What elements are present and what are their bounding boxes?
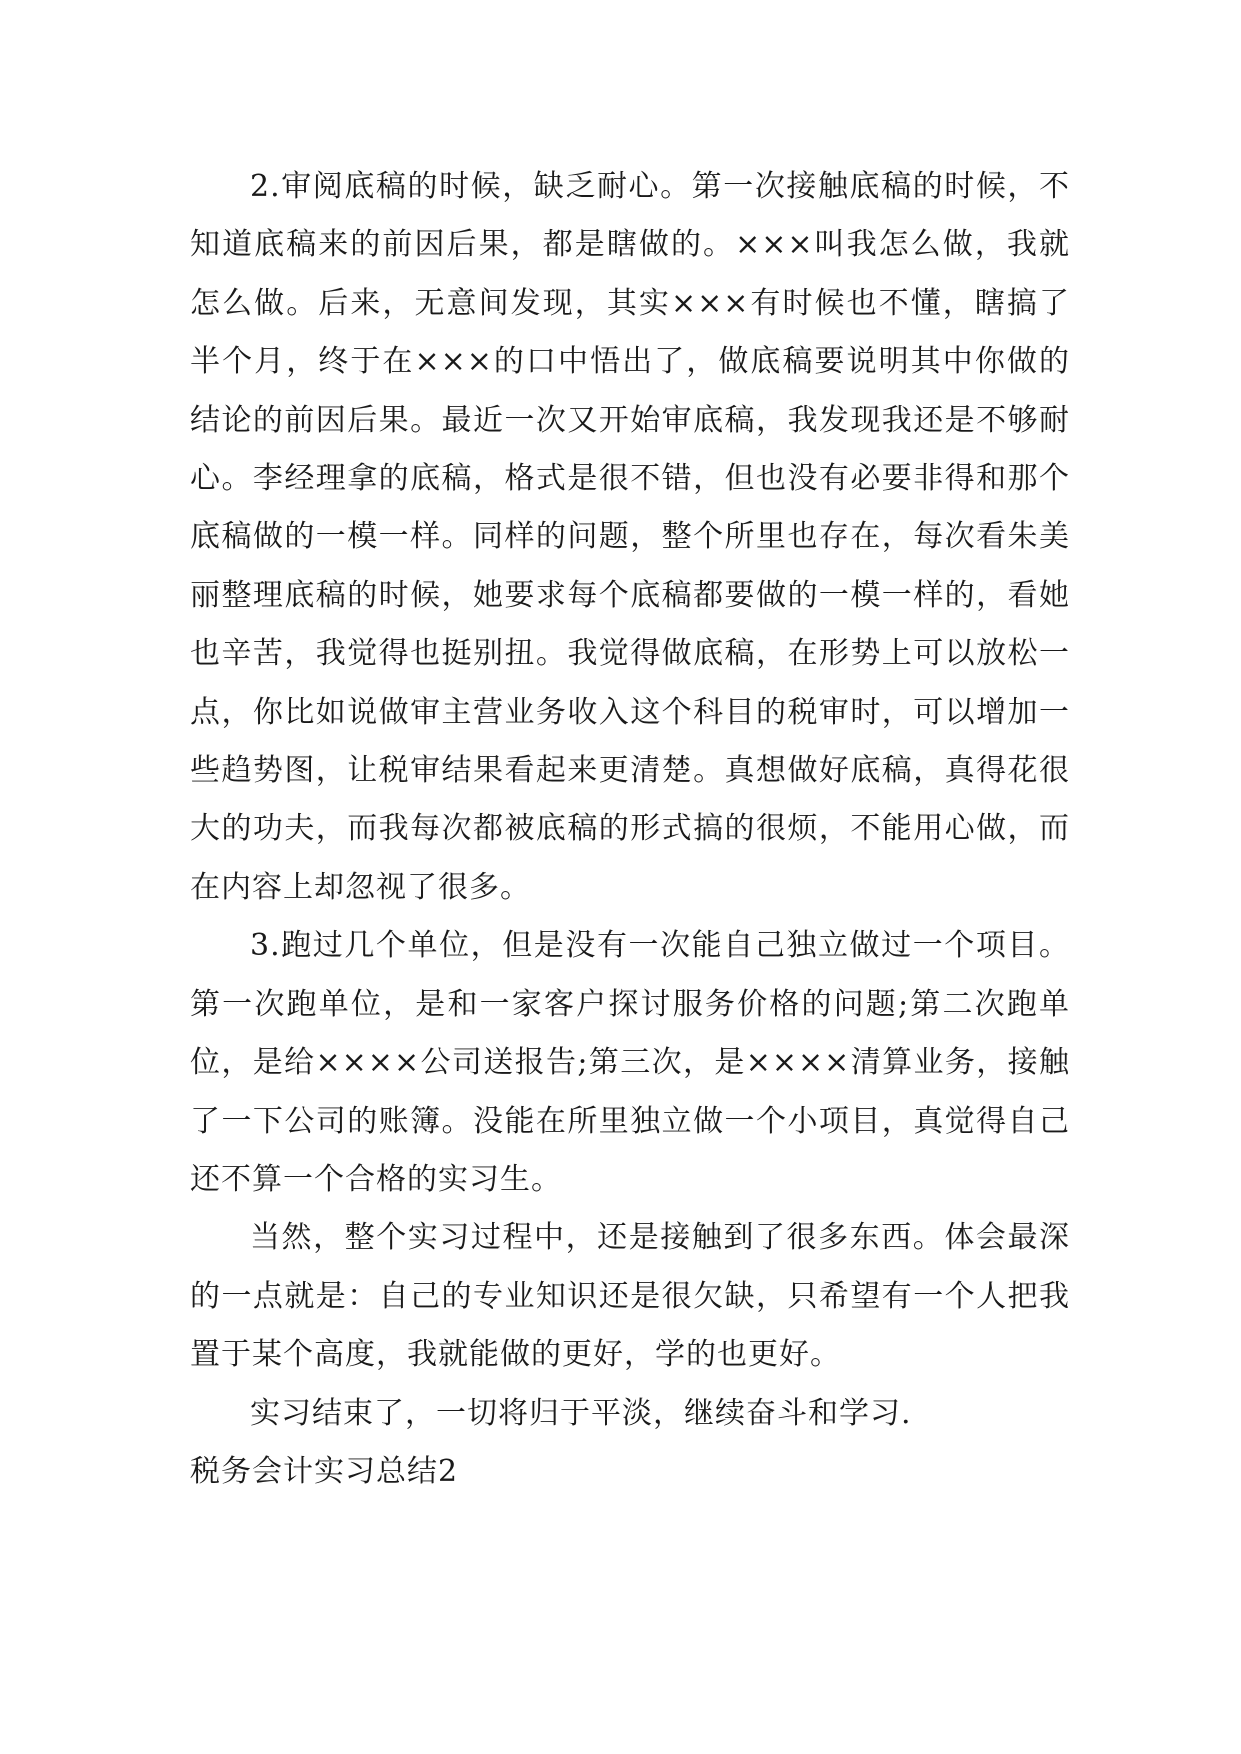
section-heading: 税务会计实习总结2 — [190, 1453, 459, 1489]
paragraph-conclusion: 实习结束了，一切将归于平淡，继续奋斗和学习. — [250, 1395, 912, 1431]
paragraph-review-workpapers: 2.审阅底稿的时候，缺乏耐心。第一次接触底稿的时候，不知道底稿来的前因后果，都是瞎做的。×××叫我怎么做，我就怎么做。后来，无意间发现，其实×××有时候也不懂，瞎搞了半个月，终于在×××的口中悟出了，做底稿要说明其中你做的结论的前因后果。最近一次又开始审底稿，我发现我还是不够耐心。李经理拿的底稿，格式是很不错，但也没有必要非得和那个底稿做的一模一样。同样的问题，整个所里也存在，每次看朱美丽整理底稿的时候，她要求每个底稿都要做的一模一样的，看她也辛苦，我觉得也挺别扭。我觉得做底稿，在形势上可以放松一点，你比如说做审主营业务收入这个科目的税审时，可以增加一些趋势图，让税审结果看起来更清楚。真想做好底稿，真得花很大的功夫，而我每次都被底稿的形式搞的很烦，不能用心做，而在内容上却忽视了很多。 — [190, 169, 1070, 905]
paragraph-client-visits: 3.跑过几个单位，但是没有一次能自己独立做过一个项目。第一次跑单位，是和一家客户探讨服务价格的问题;第二次跑单位，是给××××公司送报告;第三次，是××××清算业务，接触了一下公司的账簿。没能在所里独立做一个小项目，真觉得自己还不算一个合格的实习生。 — [190, 928, 1070, 1197]
document-page — [190, 158, 1070, 1501]
paragraph-reflection: 当然，整个实习过程中，还是接触到了很多东西。体会最深的一点就是：自己的专业知识还是很欠缺，只希望有一个人把我置于某个高度，我就能做的更好，学的也更好。 — [190, 1220, 1070, 1373]
